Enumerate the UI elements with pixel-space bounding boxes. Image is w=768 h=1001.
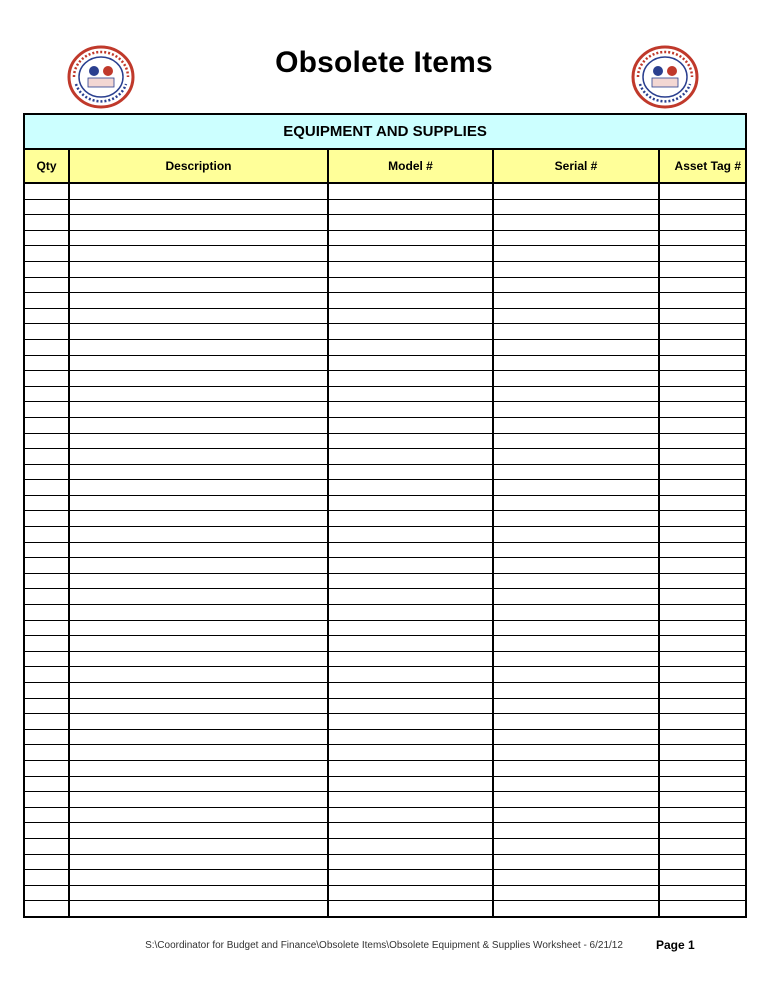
table-cell[interactable]	[659, 183, 746, 199]
column-header-description: Description	[69, 149, 328, 183]
table-cell[interactable]	[493, 355, 659, 371]
table-cell[interactable]	[24, 714, 69, 730]
table-row	[24, 807, 746, 823]
table-row	[24, 620, 746, 636]
table-cell[interactable]	[659, 714, 746, 730]
table-cell[interactable]	[493, 542, 659, 558]
table-cell[interactable]	[493, 371, 659, 387]
table-cell[interactable]	[24, 355, 69, 371]
table-cell[interactable]	[328, 714, 493, 730]
table-cell[interactable]	[328, 589, 493, 605]
table-cell[interactable]	[659, 464, 746, 480]
district-seal-logo	[630, 44, 700, 110]
table-cell[interactable]	[24, 776, 69, 792]
table-cell[interactable]	[24, 558, 69, 574]
table-cell[interactable]	[24, 651, 69, 667]
table-row	[24, 230, 746, 246]
table-row	[24, 885, 746, 901]
table-cell[interactable]	[69, 823, 328, 839]
table-row	[24, 760, 746, 776]
table-cell[interactable]	[659, 838, 746, 854]
district-seal-logo	[66, 44, 136, 110]
table-cell[interactable]	[328, 183, 493, 199]
table-cell[interactable]	[328, 698, 493, 714]
table-cell[interactable]	[69, 760, 328, 776]
table-cell[interactable]	[493, 667, 659, 683]
table-row	[24, 651, 746, 667]
table-cell[interactable]	[328, 293, 493, 309]
table-cell[interactable]	[493, 339, 659, 355]
table-cell[interactable]	[659, 558, 746, 574]
table-cell[interactable]	[69, 854, 328, 870]
table-cell[interactable]	[493, 729, 659, 745]
table-row	[24, 215, 746, 231]
table-row	[24, 683, 746, 699]
table-cell[interactable]	[69, 651, 328, 667]
table-row	[24, 558, 746, 574]
table-cell[interactable]	[69, 792, 328, 808]
table-cell[interactable]	[24, 760, 69, 776]
table-cell[interactable]	[659, 823, 746, 839]
table-cell[interactable]	[493, 417, 659, 433]
table-cell[interactable]	[24, 449, 69, 465]
table-cell[interactable]	[24, 308, 69, 324]
table-cell[interactable]	[328, 246, 493, 262]
table-cell[interactable]	[24, 589, 69, 605]
table-cell[interactable]	[69, 246, 328, 262]
table-row	[24, 277, 746, 293]
table-cell[interactable]	[659, 885, 746, 901]
table-cell[interactable]	[69, 480, 328, 496]
table-cell[interactable]	[493, 308, 659, 324]
table-cell[interactable]	[69, 464, 328, 480]
table-cell[interactable]	[69, 433, 328, 449]
column-header-asset-tag: Asset Tag #	[659, 149, 746, 183]
table-cell[interactable]	[24, 464, 69, 480]
table-cell[interactable]	[493, 511, 659, 527]
table-cell[interactable]	[24, 324, 69, 340]
table-cell[interactable]	[69, 885, 328, 901]
table-cell[interactable]	[328, 449, 493, 465]
table-cell[interactable]	[493, 215, 659, 231]
table-cell[interactable]	[328, 230, 493, 246]
table-cell[interactable]	[659, 308, 746, 324]
section-title: EQUIPMENT AND SUPPLIES	[24, 114, 746, 149]
table-cell[interactable]	[493, 261, 659, 277]
table-row	[24, 776, 746, 792]
table-cell[interactable]	[24, 698, 69, 714]
table-cell[interactable]	[659, 745, 746, 761]
table-row	[24, 542, 746, 558]
table-cell[interactable]	[24, 527, 69, 543]
table-cell[interactable]	[24, 277, 69, 293]
table-cell[interactable]	[69, 495, 328, 511]
table-cell[interactable]	[493, 823, 659, 839]
table-cell[interactable]	[659, 667, 746, 683]
table-cell[interactable]	[659, 480, 746, 496]
table-cell[interactable]	[328, 527, 493, 543]
table-cell[interactable]	[493, 183, 659, 199]
table-cell[interactable]	[69, 277, 328, 293]
table-cell[interactable]	[69, 683, 328, 699]
table-cell[interactable]	[659, 729, 746, 745]
table-cell[interactable]	[328, 901, 493, 917]
table-cell[interactable]	[69, 838, 328, 854]
table-cell[interactable]	[69, 573, 328, 589]
table-row	[24, 293, 746, 309]
table-cell[interactable]	[659, 901, 746, 917]
table-cell[interactable]	[659, 433, 746, 449]
table-cell[interactable]	[659, 527, 746, 543]
table-cell[interactable]	[328, 324, 493, 340]
table-body	[24, 183, 746, 917]
table-cell[interactable]	[493, 651, 659, 667]
table-cell[interactable]	[69, 807, 328, 823]
table-row	[24, 745, 746, 761]
table-row	[24, 698, 746, 714]
table-cell[interactable]	[328, 651, 493, 667]
table-cell[interactable]	[328, 308, 493, 324]
table-row	[24, 308, 746, 324]
table-cell[interactable]	[24, 542, 69, 558]
table-cell[interactable]	[493, 199, 659, 215]
table-cell[interactable]	[328, 792, 493, 808]
table-row	[24, 854, 746, 870]
table-cell[interactable]	[69, 667, 328, 683]
table-cell[interactable]	[24, 339, 69, 355]
table-cell[interactable]	[493, 230, 659, 246]
table-cell[interactable]	[69, 230, 328, 246]
table-cell[interactable]	[659, 339, 746, 355]
table-row	[24, 199, 746, 215]
table-cell[interactable]	[493, 714, 659, 730]
table-cell[interactable]	[24, 620, 69, 636]
table-cell[interactable]	[659, 698, 746, 714]
table-cell[interactable]	[328, 371, 493, 387]
table-cell[interactable]	[659, 293, 746, 309]
table-cell[interactable]	[328, 495, 493, 511]
table-cell[interactable]	[24, 683, 69, 699]
table-cell[interactable]	[493, 683, 659, 699]
table-cell[interactable]	[24, 402, 69, 418]
table-cell[interactable]	[328, 277, 493, 293]
table-cell[interactable]	[328, 542, 493, 558]
table-cell[interactable]	[659, 417, 746, 433]
table-cell[interactable]	[328, 417, 493, 433]
table-cell[interactable]	[493, 324, 659, 340]
table-cell[interactable]	[493, 760, 659, 776]
table-cell[interactable]	[69, 511, 328, 527]
table-row	[24, 449, 746, 465]
table-cell[interactable]	[69, 402, 328, 418]
table-cell[interactable]	[659, 495, 746, 511]
table-cell[interactable]	[24, 293, 69, 309]
table-cell[interactable]	[493, 854, 659, 870]
table-row	[24, 511, 746, 527]
table-cell[interactable]	[493, 698, 659, 714]
table-row	[24, 901, 746, 917]
table-cell[interactable]	[493, 901, 659, 917]
table-cell[interactable]	[493, 589, 659, 605]
table-cell[interactable]	[24, 823, 69, 839]
table-cell[interactable]	[69, 605, 328, 621]
table-row	[24, 183, 746, 199]
table-cell[interactable]	[659, 605, 746, 621]
table-row	[24, 729, 746, 745]
table-cell[interactable]	[659, 449, 746, 465]
page-number: Page 1	[656, 938, 695, 952]
table-cell[interactable]	[24, 838, 69, 854]
table-cell[interactable]	[328, 355, 493, 371]
table-cell[interactable]	[328, 511, 493, 527]
table-cell[interactable]	[493, 480, 659, 496]
table-cell[interactable]	[69, 620, 328, 636]
table-cell[interactable]	[24, 246, 69, 262]
table-cell[interactable]	[493, 527, 659, 543]
table-cell[interactable]	[659, 792, 746, 808]
table-cell[interactable]	[659, 776, 746, 792]
table-row	[24, 339, 746, 355]
table-row	[24, 589, 746, 605]
table-cell[interactable]	[659, 324, 746, 340]
table-cell[interactable]	[659, 402, 746, 418]
table-cell[interactable]	[24, 573, 69, 589]
table-cell[interactable]	[24, 605, 69, 621]
table-cell[interactable]	[24, 183, 69, 199]
table-cell[interactable]	[659, 760, 746, 776]
table-cell[interactable]	[69, 558, 328, 574]
table-row	[24, 433, 746, 449]
table-cell[interactable]	[69, 901, 328, 917]
table-cell[interactable]	[24, 807, 69, 823]
table-cell[interactable]	[493, 870, 659, 886]
table-cell[interactable]	[328, 636, 493, 652]
table-row	[24, 636, 746, 652]
table-cell[interactable]	[69, 183, 328, 199]
table-cell[interactable]	[24, 667, 69, 683]
table-cell[interactable]	[69, 386, 328, 402]
table-cell[interactable]	[24, 511, 69, 527]
table-cell[interactable]	[69, 449, 328, 465]
table-cell[interactable]	[493, 620, 659, 636]
table-cell[interactable]	[493, 246, 659, 262]
table-cell[interactable]	[659, 355, 746, 371]
table-cell[interactable]	[328, 215, 493, 231]
table-cell[interactable]	[659, 636, 746, 652]
table-cell[interactable]	[659, 511, 746, 527]
table-row	[24, 324, 746, 340]
table-cell[interactable]	[328, 261, 493, 277]
table-cell[interactable]	[659, 386, 746, 402]
table-row	[24, 464, 746, 480]
table-cell[interactable]	[69, 870, 328, 886]
table-cell[interactable]	[493, 277, 659, 293]
table-cell[interactable]	[69, 776, 328, 792]
table-cell[interactable]	[493, 449, 659, 465]
table-cell[interactable]	[24, 792, 69, 808]
table-cell[interactable]	[493, 433, 659, 449]
table-cell[interactable]	[659, 573, 746, 589]
table-cell[interactable]	[69, 324, 328, 340]
table-cell[interactable]	[69, 714, 328, 730]
table-cell[interactable]	[493, 885, 659, 901]
table-row	[24, 667, 746, 683]
table-cell[interactable]	[328, 760, 493, 776]
table-cell[interactable]	[493, 838, 659, 854]
table-cell[interactable]	[328, 885, 493, 901]
table-cell[interactable]	[493, 776, 659, 792]
table-row	[24, 573, 746, 589]
table-cell[interactable]	[69, 199, 328, 215]
table-row	[24, 527, 746, 543]
table-cell[interactable]	[328, 464, 493, 480]
table-cell[interactable]	[328, 402, 493, 418]
table-cell[interactable]	[24, 433, 69, 449]
table-cell[interactable]	[24, 745, 69, 761]
table-cell[interactable]	[659, 807, 746, 823]
table-cell[interactable]	[659, 246, 746, 262]
table-cell[interactable]	[69, 371, 328, 387]
table-cell[interactable]	[328, 823, 493, 839]
table-cell[interactable]	[659, 854, 746, 870]
table-cell[interactable]	[659, 870, 746, 886]
table-cell[interactable]	[328, 854, 493, 870]
table-cell[interactable]	[659, 277, 746, 293]
table-cell[interactable]	[24, 199, 69, 215]
table-cell[interactable]	[328, 745, 493, 761]
table-cell[interactable]	[659, 215, 746, 231]
table-row	[24, 246, 746, 262]
table-cell[interactable]	[24, 729, 69, 745]
table-cell[interactable]	[24, 230, 69, 246]
table-cell[interactable]	[659, 371, 746, 387]
table-cell[interactable]	[24, 261, 69, 277]
table-row	[24, 714, 746, 730]
table-cell[interactable]	[328, 339, 493, 355]
table-cell[interactable]	[69, 215, 328, 231]
table-cell[interactable]	[328, 433, 493, 449]
table-cell[interactable]	[328, 807, 493, 823]
table-cell[interactable]	[659, 651, 746, 667]
table-cell[interactable]	[659, 683, 746, 699]
table-cell[interactable]	[69, 339, 328, 355]
table-row	[24, 495, 746, 511]
table-cell[interactable]	[493, 807, 659, 823]
table-cell[interactable]	[493, 792, 659, 808]
table-row	[24, 823, 746, 839]
table-cell[interactable]	[328, 729, 493, 745]
table-cell[interactable]	[24, 215, 69, 231]
table-cell[interactable]	[659, 261, 746, 277]
table-cell[interactable]	[328, 199, 493, 215]
table-cell[interactable]	[69, 745, 328, 761]
table-cell[interactable]	[69, 589, 328, 605]
table-cell[interactable]	[659, 199, 746, 215]
table-cell[interactable]	[659, 230, 746, 246]
equipment-supplies-table	[23, 113, 747, 918]
table-cell[interactable]	[493, 402, 659, 418]
table-cell[interactable]	[493, 636, 659, 652]
table-cell[interactable]	[24, 417, 69, 433]
table-cell[interactable]	[328, 870, 493, 886]
table-row	[24, 261, 746, 277]
table-cell[interactable]	[328, 480, 493, 496]
table-cell[interactable]	[493, 464, 659, 480]
page-title: Obsolete Items	[275, 46, 493, 79]
table-cell[interactable]	[493, 573, 659, 589]
table-cell[interactable]	[659, 589, 746, 605]
table-cell[interactable]	[69, 308, 328, 324]
table-cell[interactable]	[493, 745, 659, 761]
table-cell[interactable]	[69, 698, 328, 714]
table-cell[interactable]	[24, 636, 69, 652]
table-cell[interactable]	[328, 605, 493, 621]
table-row	[24, 870, 746, 886]
table-cell[interactable]	[24, 495, 69, 511]
table-cell[interactable]	[24, 480, 69, 496]
table-cell[interactable]	[493, 495, 659, 511]
table-cell[interactable]	[328, 386, 493, 402]
table-cell[interactable]	[69, 729, 328, 745]
table-cell[interactable]	[69, 355, 328, 371]
table-cell[interactable]	[493, 386, 659, 402]
table-cell[interactable]	[328, 667, 493, 683]
table-cell[interactable]	[24, 854, 69, 870]
table-cell[interactable]	[659, 620, 746, 636]
table-cell[interactable]	[493, 558, 659, 574]
table-row	[24, 480, 746, 496]
table-row	[24, 792, 746, 808]
table-row	[24, 371, 746, 387]
table-row	[24, 605, 746, 621]
table-cell[interactable]	[24, 901, 69, 917]
table-cell[interactable]	[24, 371, 69, 387]
table-row	[24, 402, 746, 418]
table-cell[interactable]	[69, 417, 328, 433]
table-cell[interactable]	[69, 636, 328, 652]
table-cell[interactable]	[69, 542, 328, 558]
column-header-serial: Serial #	[493, 149, 659, 183]
table-cell[interactable]	[493, 293, 659, 309]
table-cell[interactable]	[69, 261, 328, 277]
table-cell[interactable]	[328, 573, 493, 589]
table-cell[interactable]	[328, 683, 493, 699]
column-header-model: Model #	[328, 149, 493, 183]
table-row	[24, 386, 746, 402]
footer-file-path: S:\Coordinator for Budget and Finance\Obsolete Items\Obsolete Equipment & Supplies Worksheet - 6/21/12	[145, 940, 623, 951]
table-cell[interactable]	[328, 620, 493, 636]
table-cell[interactable]	[493, 605, 659, 621]
table-row	[24, 838, 746, 854]
table-cell[interactable]	[24, 386, 69, 402]
table-cell[interactable]	[328, 776, 493, 792]
table-cell[interactable]	[24, 885, 69, 901]
table-row	[24, 355, 746, 371]
table-cell[interactable]	[69, 293, 328, 309]
table-cell[interactable]	[69, 527, 328, 543]
column-header-qty: Qty	[24, 149, 69, 183]
table-cell[interactable]	[659, 542, 746, 558]
table-cell[interactable]	[328, 558, 493, 574]
table-cell[interactable]	[24, 870, 69, 886]
table-cell[interactable]	[328, 838, 493, 854]
table-row	[24, 417, 746, 433]
